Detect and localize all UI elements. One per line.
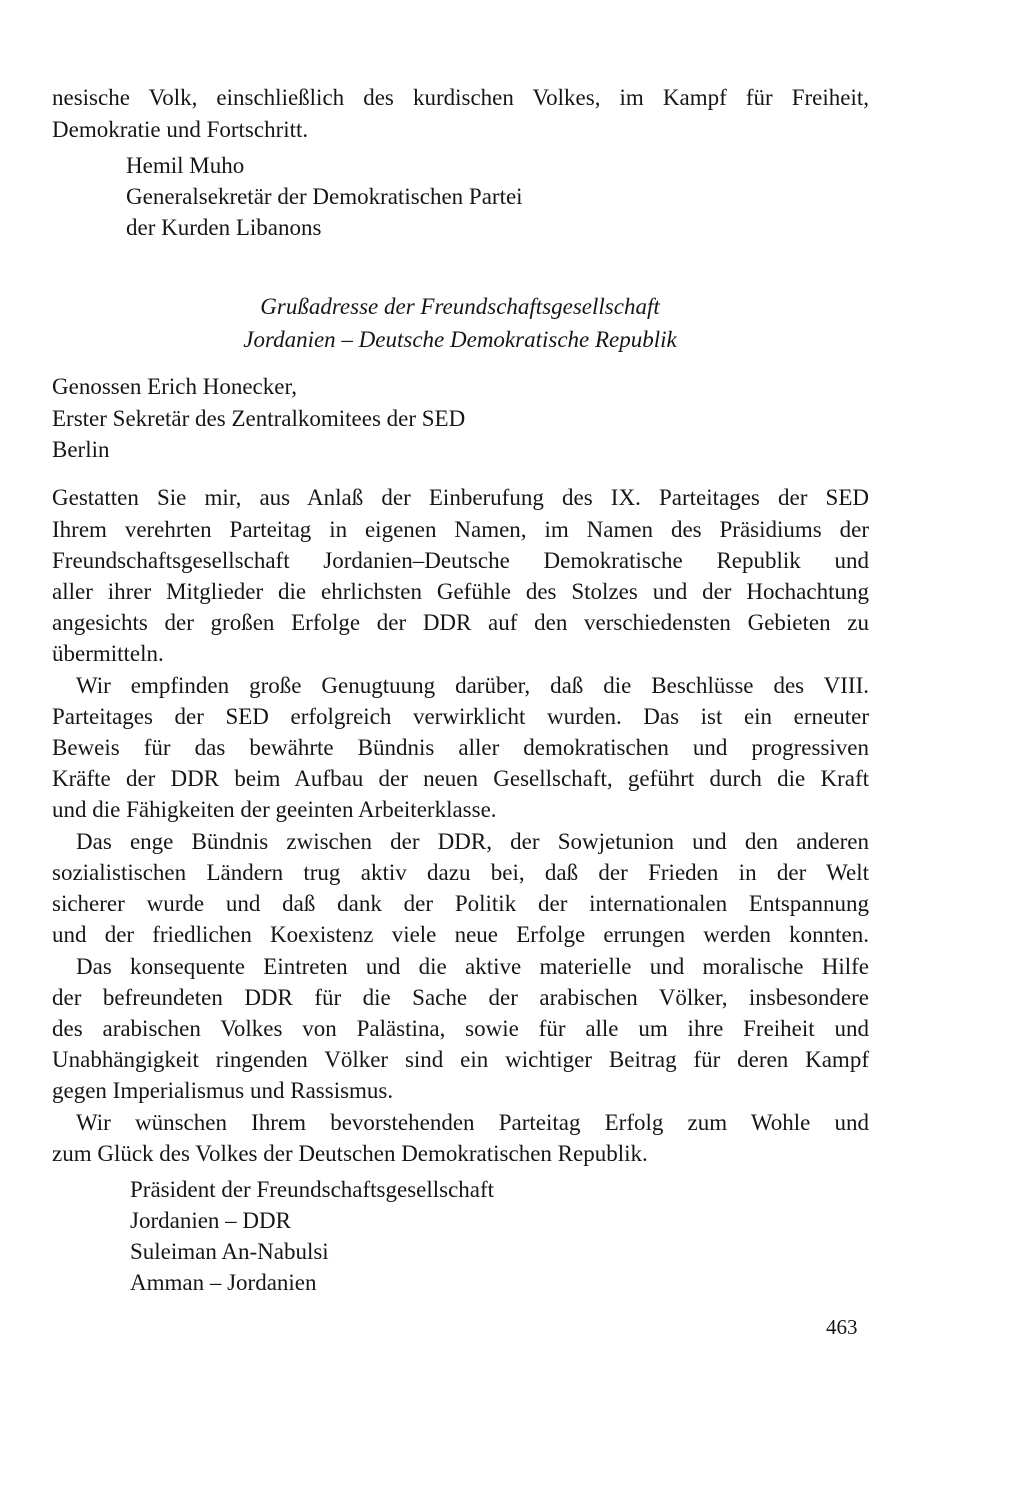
body-line: Parteitages der SED erfolgreich verwirklicht wurden. Das ist ein erneuter bbox=[52, 704, 869, 729]
letter2-title-line-1: Grußadresse der Freundschaftsgesellschaft bbox=[260, 294, 660, 319]
letter1-closing-line-2: Demokratie und Fortschritt. bbox=[52, 117, 309, 142]
body-line: Gestatten Sie mir, aus Anlaß der Einberufung des IX. Parteitages der SED bbox=[52, 485, 869, 510]
body-line: und der friedlichen Koexistenz viele neue Erfolge errungen werden konnten. bbox=[52, 922, 869, 947]
body-line: Kräfte der DDR beim Aufbau der neuen Gesellschaft, geführt durch die Kraft bbox=[52, 766, 869, 791]
letter1-signature-org: der Kurden Libanons bbox=[126, 215, 322, 240]
page-number: 463 bbox=[826, 1315, 858, 1339]
letter1-signature-name: Hemil Muho bbox=[126, 153, 245, 178]
body-line: und die Fähigkeiten der geeinten Arbeiterklasse. bbox=[52, 797, 497, 822]
letter2-address-recipient: Genossen Erich Honecker, bbox=[52, 374, 297, 399]
letter1-closing-line-1: nesische Volk, einschließlich des kurdischen Volkes, im Kampf für Freiheit, bbox=[52, 85, 869, 110]
letter2-signature-title: Präsident der Freundschaftsgesellschaft bbox=[130, 1177, 495, 1202]
letter2-address-city: Berlin bbox=[52, 437, 110, 462]
body-line: sicherer wurde und daß dank der Politik der internationalen Entspannung bbox=[52, 891, 869, 916]
body-line: aller ihrer Mitglieder die ehrlichsten Gefühle des Stolzes und der Hochachtung bbox=[52, 579, 869, 604]
body-line: Das enge Bündnis zwischen der DDR, der Sowjetunion und den anderen bbox=[76, 829, 869, 854]
letter2-signature-name: Suleiman An-Nabulsi bbox=[130, 1239, 329, 1264]
body-line: Ihrem verehrten Parteitag in eigenen Namen, im Namen des Präsidiums der bbox=[52, 517, 869, 542]
body-line: sozialistischen Ländern trug aktiv dazu bei, daß der Frieden in der Welt bbox=[52, 860, 869, 885]
body-line: Freundschaftsgesellschaft Jordanien–Deutsche Demokratische Republik und bbox=[52, 548, 869, 573]
letter2-signature-place: Amman – Jordanien bbox=[130, 1270, 317, 1295]
body-line: der befreundeten DDR für die Sache der arabischen Völker, insbesondere bbox=[52, 985, 869, 1010]
letter1-signature-title: Generalsekretär der Demokratischen Partei bbox=[126, 184, 523, 209]
letter2-signature-org: Jordanien – DDR bbox=[130, 1208, 291, 1233]
body-line: angesichts der großen Erfolge der DDR auf den verschiedensten Gebieten zu bbox=[52, 610, 869, 635]
body-line: Unabhängigkeit ringenden Völker sind ein wichtiger Beitrag für deren Kampf bbox=[52, 1047, 869, 1072]
body-line: gegen Imperialismus und Rassismus. bbox=[52, 1078, 394, 1103]
body-line: Beweis für das bewährte Bündnis aller demokratischen und progressiven bbox=[52, 735, 869, 760]
body-line: Das konsequente Eintreten und die aktive materielle und moralische Hilfe bbox=[76, 954, 869, 979]
body-line: des arabischen Volkes von Palästina, sowie für alle um ihre Freiheit und bbox=[52, 1016, 869, 1041]
body-line: Wir empfinden große Genugtuung darüber, daß die Beschlüsse des VIII. bbox=[76, 673, 869, 698]
letter2-title-line-2: Jordanien – Deutsche Demokratische Republik bbox=[243, 327, 677, 352]
body-line: zum Glück des Volkes der Deutschen Demokratischen Republik. bbox=[52, 1141, 648, 1166]
body-line: übermitteln. bbox=[52, 641, 164, 666]
body-line: Wir wünschen Ihrem bevorstehenden Parteitag Erfolg zum Wohle und bbox=[76, 1110, 869, 1135]
letter2-address-title: Erster Sekretär des Zentralkomitees der SED bbox=[52, 406, 466, 431]
